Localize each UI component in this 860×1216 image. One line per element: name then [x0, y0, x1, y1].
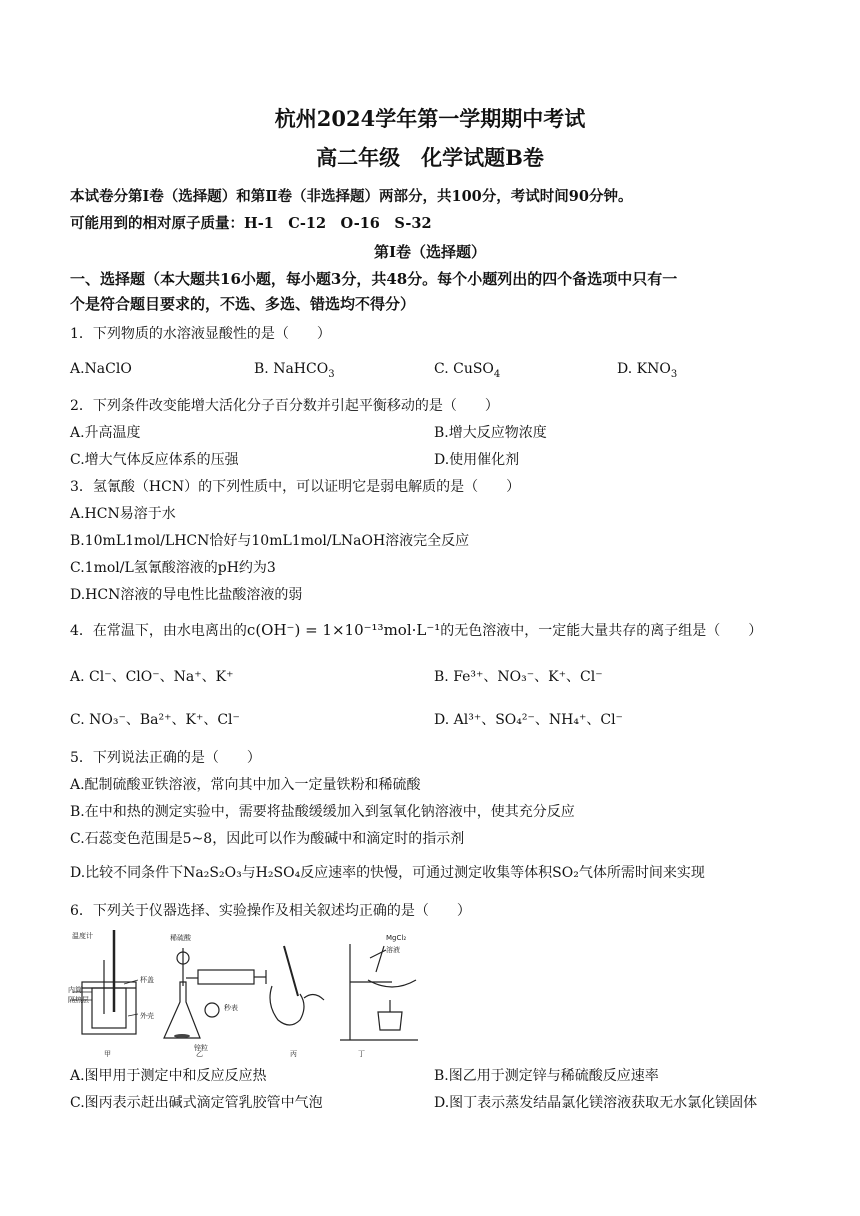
conical-flask-icon: [164, 982, 200, 1038]
q1-option-a: A.NaClO: [70, 361, 132, 377]
page-title: 杭州2024学年第一学期期中考试: [274, 106, 586, 131]
q6-apparatus-figure: [68, 926, 420, 1060]
q3-stem: 3．氢氰酸（HCN）的下列性质中，可以证明它是弱电解质的是（ ）: [70, 479, 521, 495]
q2-stem: 2．下列条件改变能增大活化分子百分数并引起平衡移动的是（ ）: [70, 398, 499, 414]
atomic-masses: 可能用到的相对原子质量：H-1 C-12 O-16 S-32: [70, 215, 432, 232]
q6-option-a: A.图甲用于测定中和反应反应热: [70, 1068, 267, 1084]
label-jia: 甲: [104, 1050, 111, 1058]
label-zinc: 锌粒: [194, 1044, 208, 1052]
hand-icon: [270, 986, 304, 1025]
q5-option-a: A.配制硫酸亚铁溶液，常向其中加入一定量铁粉和稀硫酸: [70, 777, 421, 793]
label-yi: 乙: [196, 1050, 203, 1058]
q2-option-c: C.增大气体反应体系的压强: [70, 452, 239, 468]
q6-stem: 6．下列关于仪器选择、实验操作及相关叙述均正确的是（ ）: [70, 903, 471, 919]
q1-option-b: B. NaHCO$_3$: [254, 361, 335, 380]
label-thermometer: 温度计: [72, 932, 93, 940]
label-outer-shell: 外壳: [140, 1012, 154, 1020]
q6-option-d: D.图丁表示蒸发结晶氯化镁溶液获取无水氯化镁固体: [434, 1095, 758, 1111]
calorimeter-inner-tube: [92, 988, 126, 1028]
q3-option-d: D.HCN溶液的导电性比盐酸溶液的弱: [70, 587, 303, 603]
label-solution: 溶液: [386, 946, 400, 954]
label-inner-tube: 内筒: [68, 986, 82, 994]
q4-option-b: B. Fe³⁺、NO₃⁻、K⁺、Cl⁻: [434, 669, 603, 685]
label-dilute-acid: 稀硫酸: [170, 934, 191, 942]
q2-option-b: B.增大反应物浓度: [434, 425, 547, 441]
page-subtitle: 高二年级 化学试题B卷: [316, 145, 544, 170]
q1-option-d: D. $KNO_3$: [617, 361, 678, 380]
q6-option-c: C.图丙表示赶出碱式滴定管乳胶管中气泡: [70, 1095, 323, 1111]
burette-icon: [284, 946, 298, 996]
q4-option-c: C. NO₃⁻、Ba²⁺、K⁺、Cl⁻: [70, 712, 240, 728]
label-stopwatch: 秒表: [224, 1004, 238, 1012]
q6-option-b: B.图乙用于测定锌与稀硫酸反应速率: [434, 1068, 659, 1084]
q3-option-b: B.10mL1mol/LHCN恰好与10mL1mol/LNaOH溶液完全反应: [70, 533, 470, 549]
section-one-line2: 个是符合题目要求的，不选、多选、错选均不得分）: [70, 295, 416, 313]
q3-option-a: A.HCN易溶于水: [70, 506, 176, 522]
alcohol-burner-icon: [378, 1012, 402, 1030]
q4-formula: c(OH⁻) = 1×10⁻¹³mol·L⁻¹: [246, 621, 441, 639]
q3-option-c: C.1mol/L氢氰酸溶液的pH约为3: [70, 560, 276, 576]
stopwatch-icon: [205, 1003, 219, 1017]
q2-option-d: D.使用催化剂: [434, 452, 520, 468]
q2-option-a: A.升高温度: [70, 425, 141, 441]
syringe-icon: [198, 970, 254, 984]
calorimeter-outer-shell: [82, 982, 136, 1034]
label-bing: 丙: [290, 1050, 297, 1058]
label-insulation: 隔热层: [68, 996, 89, 1004]
section-one-line1: 一、选择题（本大题共16小题，每小题3分，共48分。每个小题列出的四个备选项中只有一: [70, 270, 678, 288]
q4-stem: 4．在常温下，由水电离出的c(OH⁻) = 1×10⁻¹³mol·L⁻¹的无色溶液中，一定能大量共存的离子组是（ ）: [70, 621, 763, 639]
q5-option-d: D.比较不同条件下Na₂S₂O₃与H₂SO₄反应速率的快慢，可通过测定收集等体积SO₂气体所需时间来实现: [70, 865, 705, 881]
q4-option-d: D. Al³⁺、SO₄²⁻、NH₄⁺、Cl⁻: [434, 712, 623, 728]
evaporating-dish-icon: [368, 980, 416, 987]
exam-intro: 本试卷分第Ⅰ卷（选择题）和第Ⅱ卷（非选择题）两部分，共100分，考试时间90分钟。: [70, 188, 633, 205]
q5-stem: 5．下列说法正确的是（ ）: [70, 750, 261, 766]
q1-option-c: C. CuSO$_4$: [434, 361, 501, 380]
q4-option-a: A. Cl⁻、ClO⁻、Na⁺、K⁺: [70, 669, 234, 685]
label-ding: 丁: [358, 1050, 365, 1058]
part-one-heading: 第Ⅰ卷（选择题）: [373, 243, 487, 261]
q5-option-b: B.在中和热的测定实验中，需要将盐酸缓缓加入到氢氧化钠溶液中，使其充分反应: [70, 804, 575, 820]
q5-option-c: C.石蕊变色范围是5~8，因此可以作为酸碱中和滴定时的指示剂: [70, 831, 465, 847]
label-lid: 杯盖: [140, 976, 154, 984]
label-mgcl2: MgCl₂: [386, 934, 407, 942]
q1-stem: 1．下列物质的水溶液显酸性的是（ ）: [70, 326, 331, 342]
